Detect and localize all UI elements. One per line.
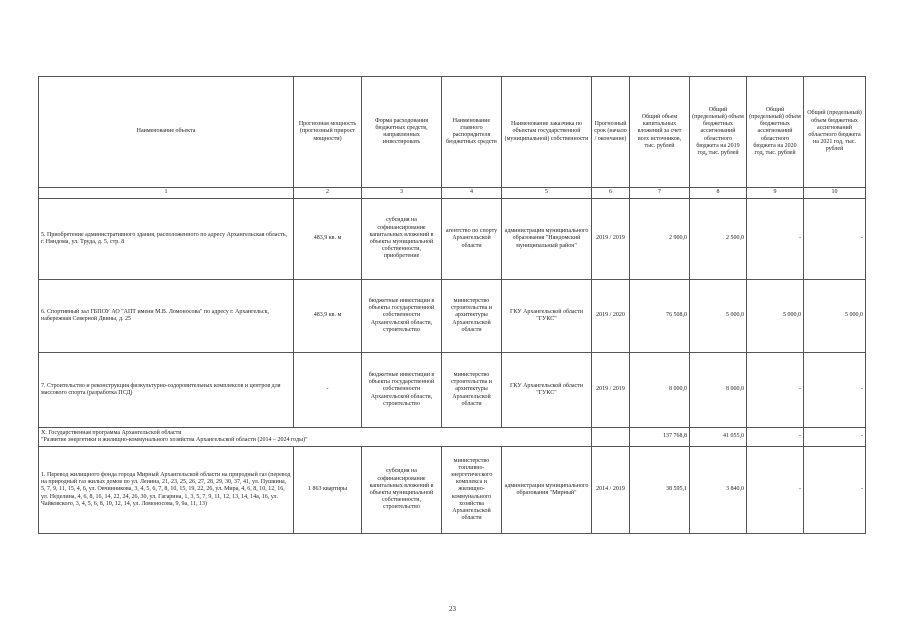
section-2019-cell: 41 055,0: [690, 428, 747, 447]
column-number: 3: [362, 188, 442, 199]
funding-form-cell: бюджетные инвестиции в объекты государственной собственности Архангельской области, строительство: [362, 280, 442, 353]
header-budget-2021: Общий (предельный) объем бюджетных ассигнований областного бюджета на 2021 год, тыс. рублей: [804, 77, 866, 188]
budget-2020-cell: -: [747, 447, 804, 534]
header-funding-form: Форма расходования бюджетных средств, направленных инвестировать: [362, 77, 442, 188]
column-number: 1: [39, 188, 294, 199]
customer-cell: ГКУ Архангельской области "ГУКС": [502, 353, 592, 428]
budget-2020-cell: -: [747, 199, 804, 280]
table-row: [39, 199, 866, 280]
period-cell: 2019 / 2019: [592, 199, 630, 280]
period-cell: 2019 / 2019: [592, 353, 630, 428]
header-period: Прогнозный срок (начало / окончание): [592, 77, 630, 188]
customer-cell: администрация муниципального образования "Мирный": [502, 447, 592, 534]
budget-2019-cell: 2 500,0: [690, 199, 747, 280]
capacity-cell: 1 863 квартиры: [294, 447, 362, 534]
capacity-cell: 483,9 кв. м: [294, 280, 362, 353]
header-capacity: Прогнозная мощность (прогнозный прирост мощности): [294, 77, 362, 188]
header-row: [39, 77, 866, 188]
section-2021-cell: -: [804, 428, 866, 447]
section-title-line1: X. Государственная программа Архангельской области: [41, 429, 182, 436]
header-total-investment: Общий объем капитальных вложений за счет всех источников, тыс. рублей: [630, 77, 690, 188]
period-cell: 2019 / 2020: [592, 280, 630, 353]
budget-2021-cell: 5 000,0: [804, 280, 866, 353]
budget-manager-cell: министерство строительства и архитектуры Архангельской области: [442, 353, 502, 428]
table-row: [39, 353, 866, 428]
header-budget-manager: Наименование главного распорядителя бюджетных средств: [442, 77, 502, 188]
total-investment-cell: 8 000,0: [630, 353, 690, 428]
object-name-cell: 7. Строительство и реконструкция физкультурно-оздоровительных комплексов и центров для массового спорта (разработка ПСД): [39, 353, 294, 428]
section-2020-cell: -: [747, 428, 804, 447]
header-customer: Наименование заказчика по объектам государственной (муниципальной) собственности: [502, 77, 592, 188]
period-cell: 2014 / 2019: [592, 447, 630, 534]
funding-form-cell: бюджетные инвестиции в объекты государственной собственности Архангельской области, строительство: [362, 353, 442, 428]
column-number: 2: [294, 188, 362, 199]
empty-cell: [592, 428, 630, 447]
funding-form-cell: субсидия на софинансирование капитальных вложений в объекты муниципальной собственности, строительство: [362, 447, 442, 534]
page-number: 23: [449, 605, 456, 613]
object-name-cell: 1. Перевод жилищного фонда города Мирный Архангельской области на природный газ (перевод на природный газ жилых домов по ул. Ленина, 21, 23, 25, 26, 27, 28, 29, 30, 37, 41, ул. Пушкина, 5, 7, 9, 11, 15, 4, 6, ул. Овчинникова, 3, 4, 5, 6, 7, 8, 10, 15, 19, 22, 26, ул. Мира, 4, 6, 8, 10, 12, 16, ул. Неделина, 4, 6, 8, 16, 14, 22, 24, 26, 30, ул. Гагарина, 1, 3, 5, 7, 9, 11, 12, 13, 14, 14а, 16, ул. Чайковского, 3, 4, 5, 6, 8, 10, 12, 14, ул. Ломоносова, 9, 9а, 11, 13): [39, 447, 294, 534]
header-object-name: Наименование объекта: [39, 77, 294, 188]
funding-form-cell: субсидия на софинансирование капитальных вложений в объекты муниципальной собственности, приобретение: [362, 199, 442, 280]
budget-2020-cell: 5 000,0: [747, 280, 804, 353]
column-number-row: [39, 188, 866, 199]
budget-manager-cell: министерство строительства и архитектуры Архангельской области: [442, 280, 502, 353]
table-row: [39, 447, 866, 534]
total-investment-cell: 76 508,0: [630, 280, 690, 353]
total-investment-cell: 38 595,1: [630, 447, 690, 534]
budget-2019-cell: 8 000,0: [690, 353, 747, 428]
object-name-cell: 5. Приобретение административного здания, расположенного по адресу Архангельская область, г. Няндома, ул. Труда, д. 5, стр. 8: [39, 199, 294, 280]
header-budget-2019: Общий (предельный) объем бюджетных ассигнований областного бюджета на 2019 год, тыс. рублей: [690, 77, 747, 188]
investment-table: [38, 76, 866, 534]
customer-cell: ГКУ Архангельской области "ГУКС": [502, 280, 592, 353]
column-number: 4: [442, 188, 502, 199]
budget-2020-cell: -: [747, 353, 804, 428]
column-number: 10: [804, 188, 866, 199]
capacity-cell: 483,9 кв. м: [294, 199, 362, 280]
section-header-row: [39, 428, 866, 447]
column-number: 7: [630, 188, 690, 199]
budget-2021-cell: -: [804, 353, 866, 428]
table-row: [39, 280, 866, 353]
column-number: 9: [747, 188, 804, 199]
column-number: 6: [592, 188, 630, 199]
budget-2019-cell: 3 840,0: [690, 447, 747, 534]
column-number: 8: [690, 188, 747, 199]
object-name-cell: 6. Спортивный зал ГБПОУ АО "АПТ имени М.В. Ломоносова" по адресу г. Архангельск, набережная Северной Двины, д. 25: [39, 280, 294, 353]
total-investment-cell: 2 900,0: [630, 199, 690, 280]
customer-cell: администрация муниципального образования "Няндомский муниципальный район": [502, 199, 592, 280]
budget-manager-cell: министерство топливно-энергетического комплекса и жилищно-коммунального хозяйства Архангельской области: [442, 447, 502, 534]
capacity-cell: -: [294, 353, 362, 428]
budget-2021-cell: -: [804, 199, 866, 280]
budget-manager-cell: агентство по спорту Архангельской области: [442, 199, 502, 280]
header-budget-2020: Общий (предельный) объем бюджетных ассигнований областного бюджета на 2020 год, тыс. рублей: [747, 77, 804, 188]
budget-2021-cell: -: [804, 447, 866, 534]
budget-2019-cell: 5 000,0: [690, 280, 747, 353]
section-title-line2: "Развитие энергетики и жилищно-коммунального хозяйства Архангельской области (2014 – 2024 годы)": [41, 437, 308, 443]
column-number: 5: [502, 188, 592, 199]
section-title-cell: [39, 428, 592, 447]
section-total-cell: 137 768,8: [630, 428, 690, 447]
